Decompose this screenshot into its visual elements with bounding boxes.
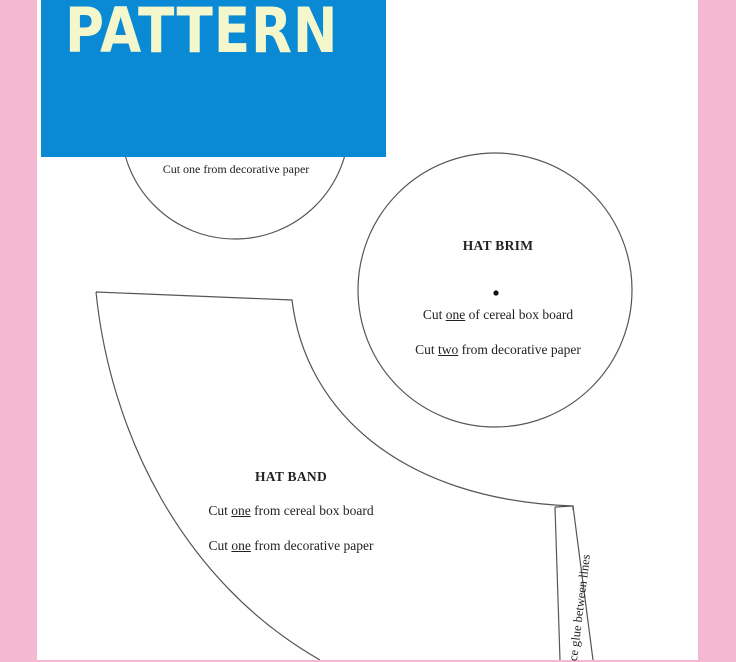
text-emph: one — [445, 307, 466, 322]
hat-brim-instruction-2 — [415, 342, 581, 358]
text-prefix: Cut — [415, 342, 439, 357]
text-suffix: from decorative paper — [458, 342, 581, 357]
hat-band-instruction-2 — [209, 538, 374, 554]
text-suffix: of cereal box board — [465, 307, 574, 322]
text-emph: one — [231, 503, 251, 518]
text-prefix: Cut — [208, 538, 232, 553]
banner-title: PATTERN — [65, 0, 339, 67]
hat-brim-center-dot — [493, 290, 498, 295]
hat-band-title: HAT BAND — [254, 469, 328, 484]
hat-band-instruction-1 — [208, 503, 373, 519]
small-circle-instruction: Cut one from decorative paper — [162, 162, 310, 176]
hat-brim-outline — [358, 153, 632, 427]
text-suffix: from cereal box board — [250, 503, 374, 518]
text-emph: two — [438, 342, 459, 357]
glue-tab-label: ce glue between lines — [566, 553, 593, 662]
text-emph: one — [231, 538, 251, 553]
hat-brim-title: HAT BRIM — [462, 238, 534, 253]
hat-brim-instruction-1 — [423, 307, 573, 323]
text-prefix: Cut — [208, 503, 232, 518]
title-banner — [41, 0, 386, 157]
text-suffix: from decorative paper — [250, 538, 374, 553]
text-prefix: Cut — [422, 307, 446, 322]
